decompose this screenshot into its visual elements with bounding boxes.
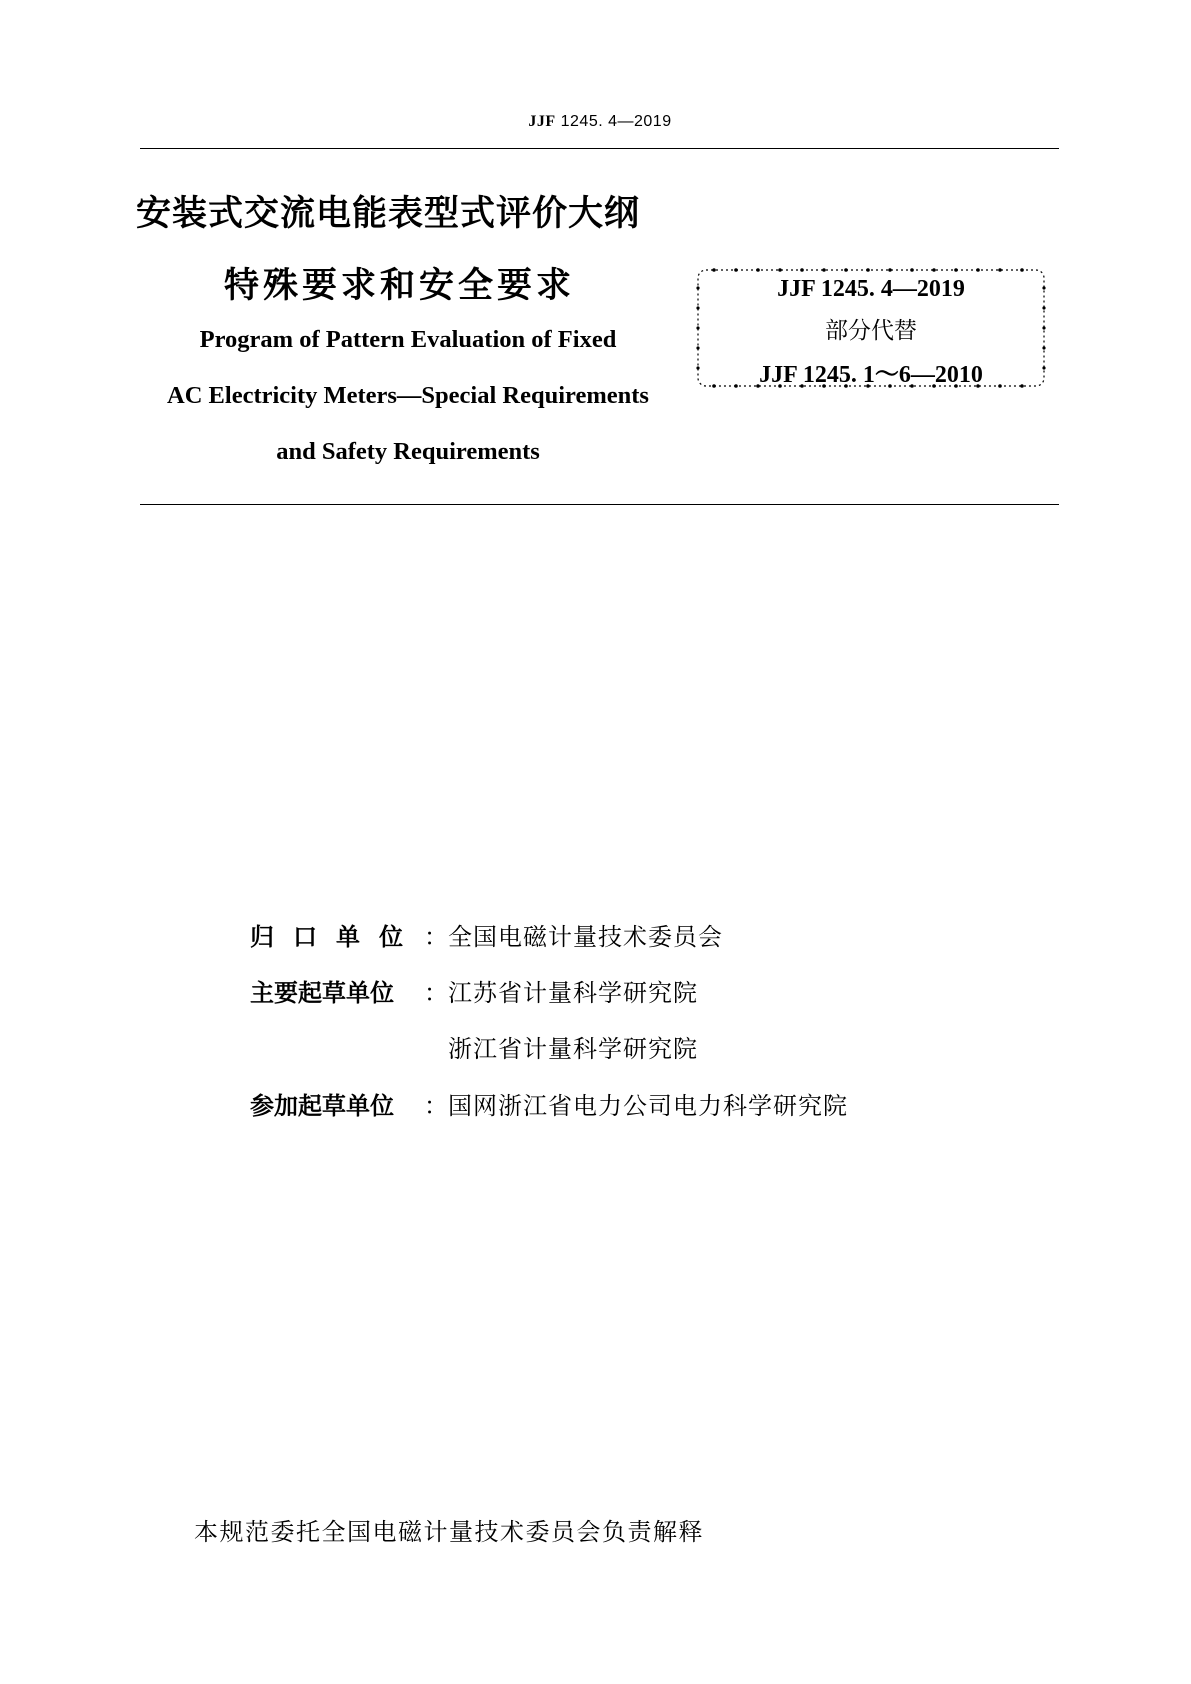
border-dot — [976, 268, 980, 272]
header-code-number: 1245. 4—2019 — [555, 113, 672, 130]
label-colon: ： — [424, 923, 448, 951]
border-dot — [712, 268, 716, 272]
top-rule — [140, 148, 1059, 149]
border-dot — [1042, 346, 1045, 349]
header-code-prefix: JJF — [528, 113, 556, 130]
border-dot — [734, 268, 738, 272]
border-dot — [800, 268, 804, 272]
border-dot — [866, 268, 870, 272]
main-drafting-value-2: 浙江省计量科学研究院 — [448, 1035, 698, 1063]
border-dot — [932, 268, 936, 272]
border-dot — [910, 268, 914, 272]
running-header — [140, 113, 1060, 131]
replacement-code: JJF 1245. 4—2019 — [777, 276, 965, 302]
border-dot — [778, 268, 782, 272]
border-dot — [954, 268, 958, 272]
label-colon: ： — [424, 1092, 448, 1120]
border-dot — [888, 268, 892, 272]
title-en-line3: and Safety Requirements — [276, 438, 540, 465]
border-dot — [1020, 268, 1024, 272]
replaced-code: JJF 1245. 1～6—2010 — [759, 362, 983, 388]
responsible-unit-label: 归口单位 — [250, 923, 422, 951]
interpretation-note: 本规范委托全国电磁计量技术委员会负责解释 — [194, 1518, 704, 1546]
border-dot — [844, 268, 848, 272]
border-dot — [696, 306, 699, 309]
title-en-line1: Program of Pattern Evaluation of Fixed — [199, 326, 617, 353]
participating-value: 国网浙江省电力公司电力科学研究院 — [448, 1092, 848, 1120]
responsible-unit-value: 全国电磁计量技术委员会 — [448, 923, 723, 951]
title-en-line2: AC Electricity Meters—Special Requirements — [167, 382, 649, 409]
participating-label: 参加起草单位 — [250, 1092, 394, 1120]
replacement-box — [694, 266, 1048, 390]
main-drafting-value-1: 江苏省计量科学研究院 — [448, 979, 698, 1007]
title-cn-line2: 特殊要求和安全要求 — [224, 266, 576, 306]
replacement-note: 部分代替 — [825, 318, 917, 344]
border-dot — [822, 268, 826, 272]
bottom-rule — [140, 504, 1059, 505]
main-drafting-label: 主要起草单位 — [250, 979, 394, 1007]
border-dot — [756, 268, 760, 272]
border-dot — [998, 268, 1002, 272]
border-dot — [696, 346, 699, 349]
border-dot — [1042, 306, 1045, 309]
title-cn-line1: 安装式交流电能表型式评价大纲 — [136, 194, 641, 234]
label-colon: ： — [424, 979, 448, 1007]
